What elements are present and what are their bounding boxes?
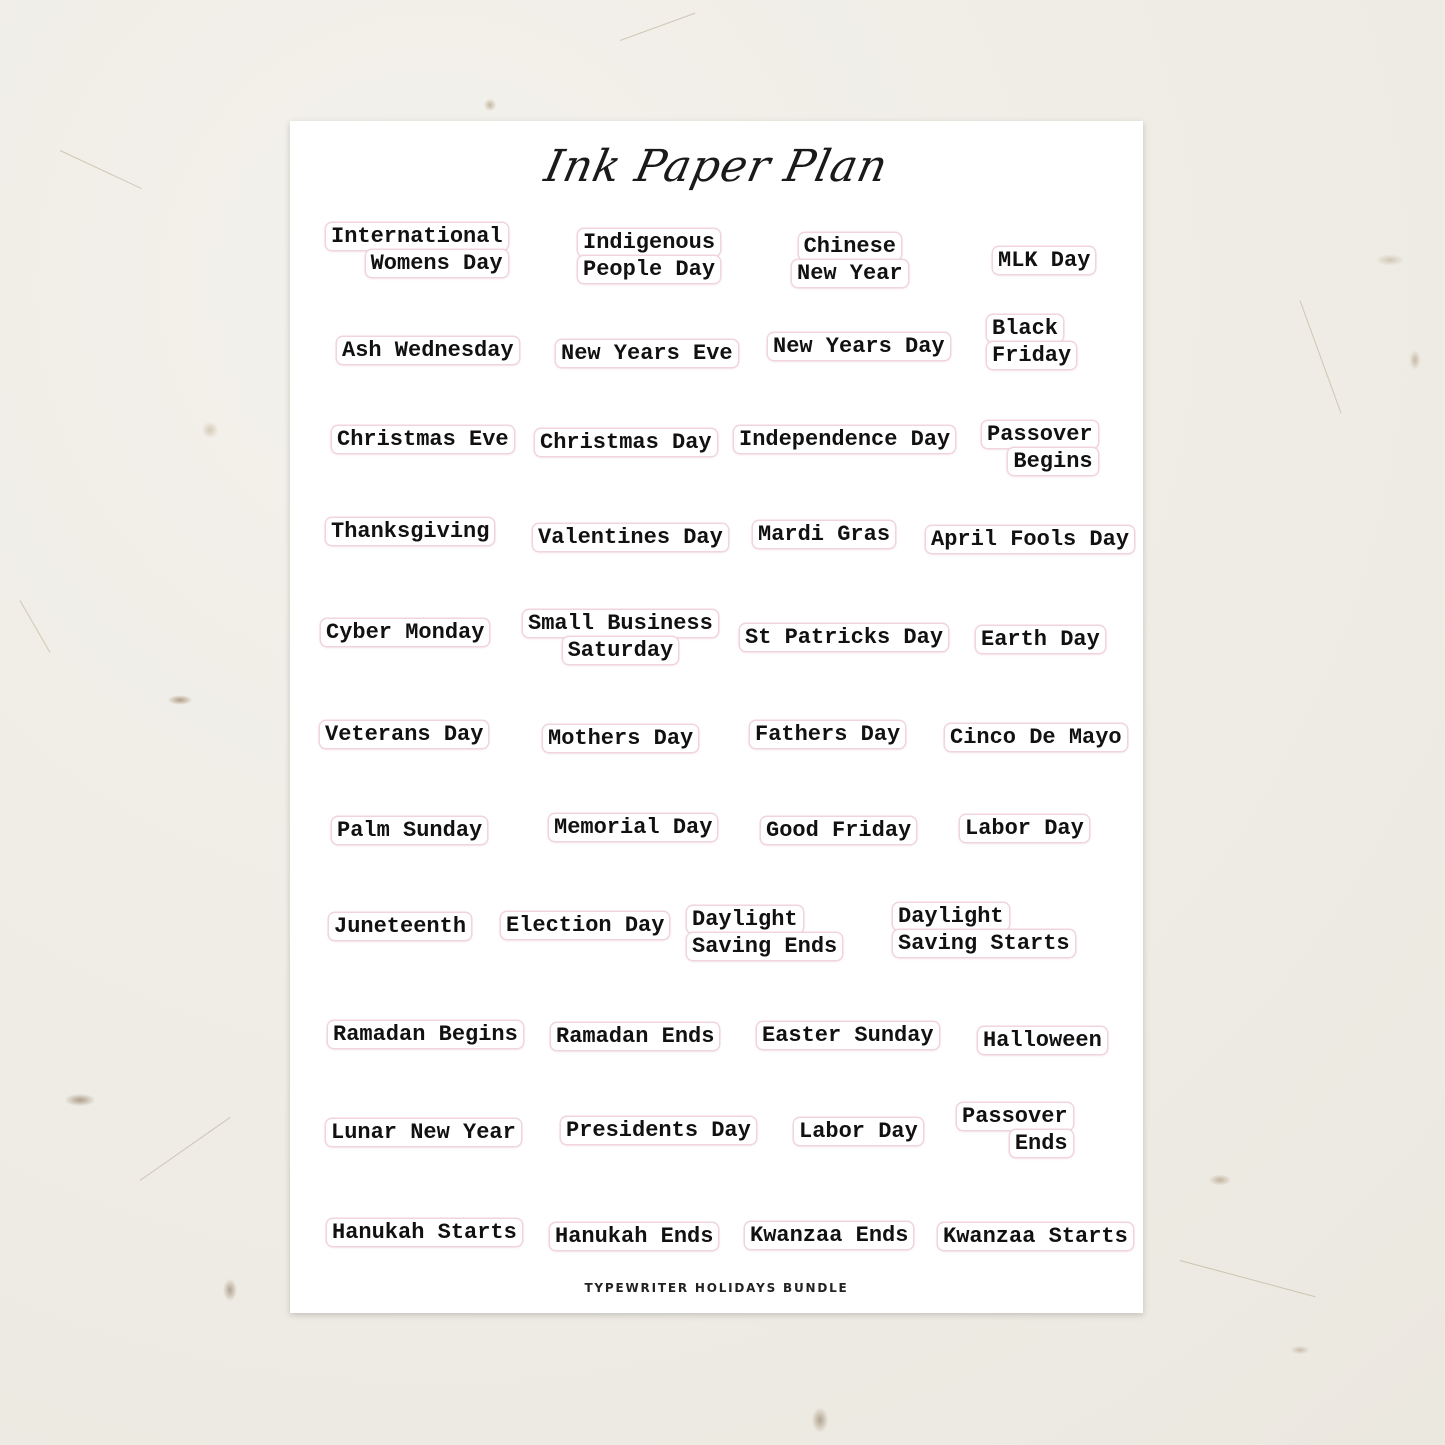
sticker — [745, 1222, 913, 1249]
sticker — [945, 724, 1127, 751]
sticker — [549, 814, 717, 841]
sticker-line: St Patricks Day — [740, 624, 948, 651]
sticker-line: Valentines Day — [533, 524, 728, 551]
sticker-line: Veterans Day — [320, 721, 488, 748]
sticker-line: Saving Ends — [687, 933, 842, 960]
sticker — [501, 912, 669, 939]
sticker-line: Labor Day — [794, 1118, 923, 1145]
sticker — [938, 1223, 1133, 1250]
sticker — [329, 913, 471, 940]
sticker-line: Hanukah Ends — [550, 1223, 718, 1250]
sticker — [332, 426, 514, 453]
sticker — [987, 315, 1076, 369]
sticker-line: Hanukah Starts — [327, 1219, 522, 1246]
sticker — [327, 1219, 522, 1246]
sticker-line: Mothers Day — [543, 725, 698, 752]
sticker — [561, 1117, 756, 1144]
sticker-line: International — [326, 223, 508, 250]
sticker — [550, 1223, 718, 1250]
sticker-line: Kwanzaa Starts — [938, 1223, 1133, 1250]
sticker — [551, 1023, 719, 1050]
sticker — [543, 725, 698, 752]
sticker-line: People Day — [578, 256, 720, 283]
sticker-line: Saturday — [563, 637, 679, 664]
sticker — [556, 340, 738, 367]
sticker-line: April Fools Day — [926, 526, 1134, 553]
brand-logo: Ink Paper Plan — [540, 141, 893, 192]
sticker — [978, 1027, 1107, 1054]
sticker-line: Cinco De Mayo — [945, 724, 1127, 751]
sticker-line: Small Business — [523, 610, 718, 637]
sticker — [757, 1022, 939, 1049]
sticker-line: MLK Day — [993, 247, 1095, 274]
bundle-title: TYPEWRITER HOLIDAYS BUNDLE — [584, 1281, 849, 1295]
sticker-line: Lunar New Year — [326, 1119, 521, 1146]
sticker-line: Cyber Monday — [321, 619, 489, 646]
sticker-line: Mardi Gras — [753, 521, 895, 548]
sticker-line: Indigenous — [578, 229, 720, 256]
sticker-line: Juneteenth — [329, 913, 471, 940]
sticker — [893, 903, 1075, 957]
sticker — [750, 721, 905, 748]
sticker — [794, 1118, 923, 1145]
sticker — [523, 610, 718, 664]
sticker — [957, 1103, 1073, 1157]
sticker — [321, 619, 489, 646]
sticker-line: Ends — [1010, 1130, 1073, 1157]
sticker — [533, 524, 728, 551]
sticker-line: Begins — [1008, 448, 1097, 475]
sticker — [687, 906, 842, 960]
sticker-line: Daylight — [687, 906, 803, 933]
sticker-line: Christmas Day — [535, 429, 717, 456]
sticker — [328, 1021, 523, 1048]
sticker-line: Ramadan Begins — [328, 1021, 523, 1048]
sticker-line: Easter Sunday — [757, 1022, 939, 1049]
sticker-line: Halloween — [978, 1027, 1107, 1054]
sticker-line: Memorial Day — [549, 814, 717, 841]
sticker-line: Chinese — [799, 233, 901, 260]
sticker-line: Fathers Day — [750, 721, 905, 748]
sticker-line: Daylight — [893, 903, 1009, 930]
sticker — [337, 337, 519, 364]
sticker — [326, 1119, 521, 1146]
sticker-line: Saving Starts — [893, 930, 1075, 957]
sticker — [768, 333, 950, 360]
sticker-line: New Years Day — [768, 333, 950, 360]
sticker — [753, 521, 895, 548]
sticker — [976, 626, 1105, 653]
sticker — [332, 817, 487, 844]
sticker-line: Independence Day — [734, 426, 955, 453]
sticker-line: Palm Sunday — [332, 817, 487, 844]
sticker — [320, 721, 488, 748]
sticker — [982, 421, 1098, 475]
sticker-line: Labor Day — [960, 815, 1089, 842]
sticker — [740, 624, 948, 651]
sticker-line: Friday — [987, 342, 1076, 369]
sticker — [926, 526, 1134, 553]
sticker-line: Christmas Eve — [332, 426, 514, 453]
sticker-sheet — [290, 121, 1143, 1313]
sticker — [734, 426, 955, 453]
sticker-line: Passover — [982, 421, 1098, 448]
sticker-line: Earth Day — [976, 626, 1105, 653]
sticker — [326, 223, 508, 277]
sticker — [761, 817, 916, 844]
sticker-line: New Years Eve — [556, 340, 738, 367]
sticker-line: Passover — [957, 1103, 1073, 1130]
sticker — [535, 429, 717, 456]
sticker — [792, 233, 908, 287]
sticker — [326, 518, 494, 545]
sticker-line: Presidents Day — [561, 1117, 756, 1144]
sticker-line: Black — [987, 315, 1063, 342]
sticker-line: New Year — [792, 260, 908, 287]
sticker-line: Kwanzaa Ends — [745, 1222, 913, 1249]
sticker-line: Womens Day — [366, 250, 508, 277]
sticker-line: Ash Wednesday — [337, 337, 519, 364]
sticker — [578, 229, 720, 283]
sticker-line: Ramadan Ends — [551, 1023, 719, 1050]
sticker-line: Election Day — [501, 912, 669, 939]
sticker — [993, 247, 1095, 274]
sticker-line: Thanksgiving — [326, 518, 494, 545]
sticker — [960, 815, 1089, 842]
sticker-line: Good Friday — [761, 817, 916, 844]
